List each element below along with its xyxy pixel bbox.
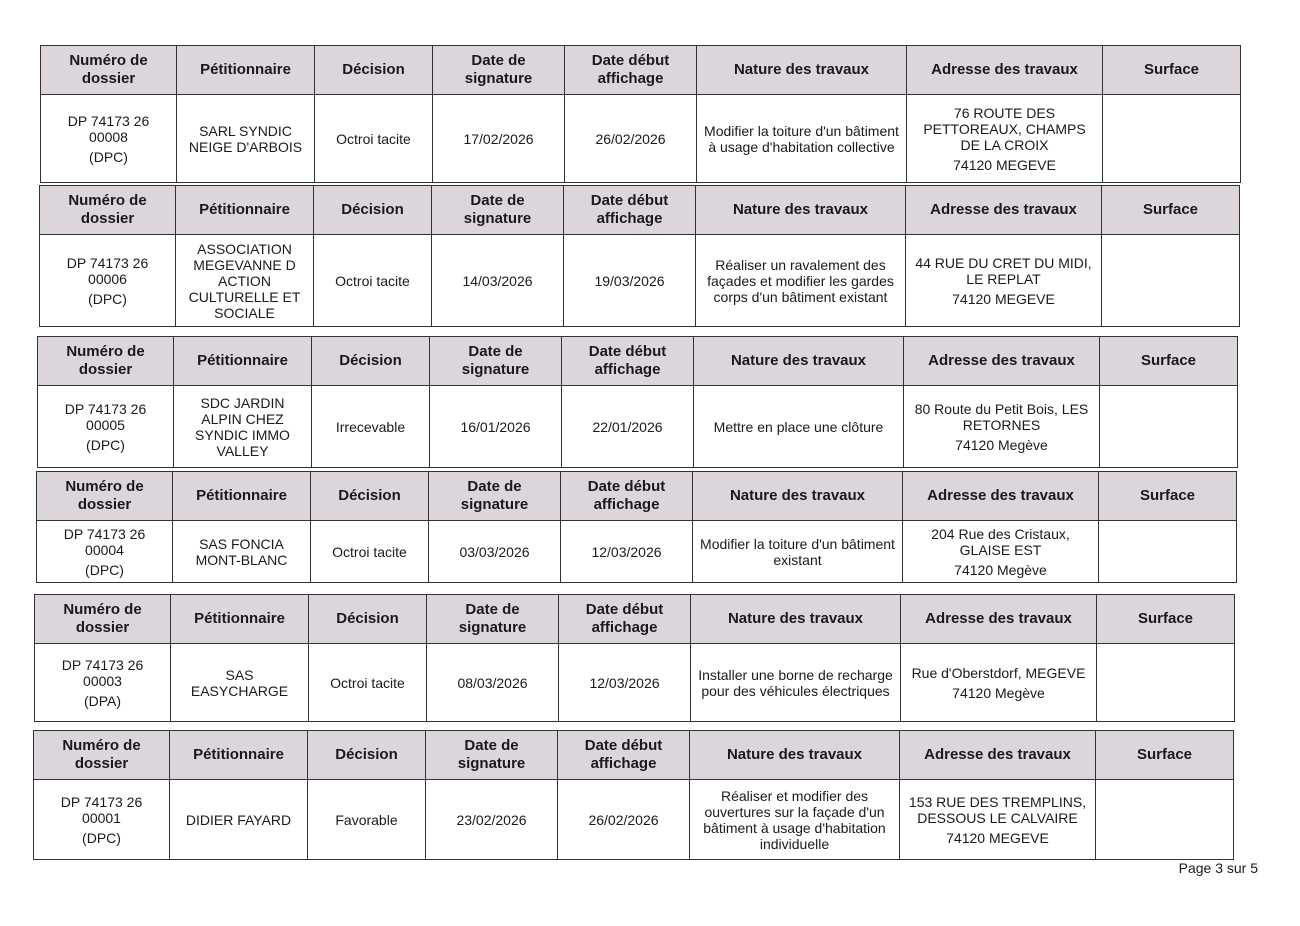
cell-numero [34, 780, 170, 860]
header-petitionnaire: Pétitionnaire [176, 186, 314, 235]
address-street: Rue d'Oberstdorf, MEGEVE [911, 664, 1086, 681]
header-row [37, 472, 1237, 521]
cell-numero [37, 521, 173, 583]
cell-surface [1097, 644, 1235, 722]
cell-adresse [901, 644, 1097, 722]
dossier-type: (DPC) [85, 561, 124, 578]
cell-decision: Octroi tacite [315, 95, 433, 183]
cell-date-signature: 08/03/2026 [427, 644, 559, 722]
header-adresse: Adresse des travaux [903, 472, 1099, 521]
dossier-type: (DPC) [88, 290, 127, 307]
address-city: 74120 Megève [954, 561, 1047, 578]
header-decision: Décision [309, 595, 427, 644]
cell-date-signature: 17/02/2026 [433, 95, 565, 183]
header-date-affichage: Date début affichage [562, 337, 694, 386]
cell-nature: Réaliser et modifier des ouvertures sur la façade d'un bâtiment à usage d'habitation individuelle [690, 780, 900, 860]
cell-petitionnaire: DIDIER FAYARD [170, 780, 308, 860]
header-decision: Décision [311, 472, 429, 521]
dossier-number: DP 74173 26 00003 [61, 656, 144, 689]
header-date-affichage: Date début affichage [561, 472, 693, 521]
cell-numero [40, 235, 176, 327]
cell-petitionnaire: SAS FONCIA MONT-BLANC [173, 521, 311, 583]
header-petitionnaire: Pétitionnaire [170, 731, 308, 780]
header-surface: Surface [1102, 186, 1240, 235]
header-decision: Décision [315, 46, 433, 95]
address-city: 74120 MEGEVE [946, 829, 1049, 846]
header-petitionnaire: Pétitionnaire [177, 46, 315, 95]
address-street: 80 Route du Petit Bois, LES RETORNES [914, 400, 1089, 433]
header-decision: Décision [314, 186, 432, 235]
cell-nature: Modifier la toiture d'un bâtiment à usage d'habitation collective [697, 95, 907, 183]
cell-petitionnaire: SAS EASYCHARGE [171, 644, 309, 722]
dossier-type: (DPA) [83, 692, 122, 709]
cell-date-affichage: 12/03/2026 [559, 644, 691, 722]
cell-date-affichage: 26/02/2026 [558, 780, 690, 860]
cell-date-affichage: 19/03/2026 [564, 235, 696, 327]
header-date-signature: Date de signature [433, 46, 565, 95]
cell-petitionnaire: ASSOCIATION MEGEVANNE D ACTION CULTURELLE ET SOCIALE [176, 235, 314, 327]
cell-surface [1099, 521, 1237, 583]
header-date-signature: Date de signature [429, 472, 561, 521]
header-date-signature: Date de signature [430, 337, 562, 386]
header-numero: Numéro de dossier [41, 46, 177, 95]
header-nature: Nature des travaux [691, 595, 901, 644]
cell-adresse [907, 95, 1103, 183]
cell-decision: Irrecevable [312, 386, 430, 468]
header-date-affichage: Date début affichage [558, 731, 690, 780]
cell-adresse [906, 235, 1102, 327]
header-row [35, 595, 1235, 644]
dossier-number: DP 74173 26 00008 [67, 112, 150, 145]
cell-adresse [903, 521, 1099, 583]
header-petitionnaire: Pétitionnaire [174, 337, 312, 386]
header-adresse: Adresse des travaux [901, 595, 1097, 644]
header-adresse: Adresse des travaux [907, 46, 1103, 95]
table-row [37, 521, 1237, 583]
header-surface: Surface [1099, 472, 1237, 521]
header-adresse: Adresse des travaux [900, 731, 1096, 780]
dossier-number: DP 74173 26 00006 [66, 254, 149, 287]
table-row [41, 95, 1241, 183]
header-row [41, 46, 1241, 95]
cell-date-signature: 03/03/2026 [429, 521, 561, 583]
header-petitionnaire: Pétitionnaire [171, 595, 309, 644]
header-nature: Nature des travaux [694, 337, 904, 386]
record-table [34, 594, 1235, 722]
cell-numero [38, 386, 174, 468]
header-numero: Numéro de dossier [34, 731, 170, 780]
header-numero: Numéro de dossier [35, 595, 171, 644]
cell-date-affichage: 26/02/2026 [565, 95, 697, 183]
header-row [40, 186, 1240, 235]
cell-decision: Octroi tacite [309, 644, 427, 722]
address-street: 44 RUE DU CRET DU MIDI, LE REPLAT [915, 254, 1092, 287]
address-street: 153 RUE DES TREMPLINS, DESSOUS LE CALVAIRE [908, 793, 1087, 826]
record-table [37, 336, 1238, 468]
header-nature: Nature des travaux [697, 46, 907, 95]
cell-nature: Réaliser un ravalement des façades et modifier les gardes corps d'un bâtiment existant [696, 235, 906, 327]
address-city: 74120 MEGEVE [952, 290, 1055, 307]
record-table [39, 185, 1240, 327]
dossier-type: (DPC) [89, 148, 128, 165]
cell-date-affichage: 12/03/2026 [561, 521, 693, 583]
header-nature: Nature des travaux [690, 731, 900, 780]
address-city: 74120 Megève [952, 684, 1045, 701]
header-date-affichage: Date début affichage [564, 186, 696, 235]
cell-decision: Octroi tacite [311, 521, 429, 583]
address-city: 74120 Megève [955, 436, 1048, 453]
header-date-signature: Date de signature [426, 731, 558, 780]
header-decision: Décision [308, 731, 426, 780]
cell-petitionnaire: SARL SYNDIC NEIGE D'ARBOIS [177, 95, 315, 183]
address-street: 76 ROUTE DES PETTOREAUX, CHAMPS DE LA CROIX [923, 104, 1086, 153]
dossier-number: DP 74173 26 00005 [64, 400, 147, 433]
header-date-affichage: Date début affichage [565, 46, 697, 95]
header-surface: Surface [1096, 731, 1234, 780]
dossier-number: DP 74173 26 00004 [63, 525, 146, 558]
cell-date-affichage: 22/01/2026 [562, 386, 694, 468]
header-adresse: Adresse des travaux [904, 337, 1100, 386]
cell-decision: Favorable [308, 780, 426, 860]
header-date-affichage: Date début affichage [559, 595, 691, 644]
address-city: 74120 MEGEVE [953, 156, 1056, 173]
record-table [33, 730, 1234, 860]
record-table [36, 471, 1237, 583]
header-nature: Nature des travaux [693, 472, 903, 521]
table-row [35, 644, 1235, 722]
header-numero: Numéro de dossier [38, 337, 174, 386]
page-number: Page 3 sur 5 [1178, 860, 1258, 876]
header-surface: Surface [1100, 337, 1238, 386]
cell-decision: Octroi tacite [314, 235, 432, 327]
header-adresse: Adresse des travaux [906, 186, 1102, 235]
cell-petitionnaire: SDC JARDIN ALPIN CHEZ SYNDIC IMMO VALLEY [174, 386, 312, 468]
cell-adresse [904, 386, 1100, 468]
address-street: 204 Rue des Cristaux, GLAISE EST [931, 525, 1070, 558]
table-row [38, 386, 1238, 468]
header-row [34, 731, 1234, 780]
cell-numero [41, 95, 177, 183]
cell-date-signature: 23/02/2026 [426, 780, 558, 860]
header-surface: Surface [1097, 595, 1235, 644]
header-decision: Décision [312, 337, 430, 386]
header-surface: Surface [1103, 46, 1241, 95]
cell-date-signature: 14/03/2026 [432, 235, 564, 327]
dossier-type: (DPC) [82, 829, 121, 846]
table-row [34, 780, 1234, 860]
header-date-signature: Date de signature [432, 186, 564, 235]
header-numero: Numéro de dossier [40, 186, 176, 235]
cell-surface [1102, 235, 1240, 327]
dossier-type: (DPC) [86, 436, 125, 453]
cell-nature: Mettre en place une clôture [694, 386, 904, 468]
cell-surface [1100, 386, 1238, 468]
cell-nature: Modifier la toiture d'un bâtiment existant [693, 521, 903, 583]
cell-surface [1103, 95, 1241, 183]
table-row [40, 235, 1240, 327]
cell-date-signature: 16/01/2026 [430, 386, 562, 468]
header-numero: Numéro de dossier [37, 472, 173, 521]
header-date-signature: Date de signature [427, 595, 559, 644]
header-petitionnaire: Pétitionnaire [173, 472, 311, 521]
header-nature: Nature des travaux [696, 186, 906, 235]
header-row [38, 337, 1238, 386]
cell-nature: Installer une borne de recharge pour des véhicules électriques [691, 644, 901, 722]
cell-numero [35, 644, 171, 722]
cell-surface [1096, 780, 1234, 860]
cell-adresse [900, 780, 1096, 860]
dossier-number: DP 74173 26 00001 [60, 793, 143, 826]
record-table [40, 45, 1241, 183]
